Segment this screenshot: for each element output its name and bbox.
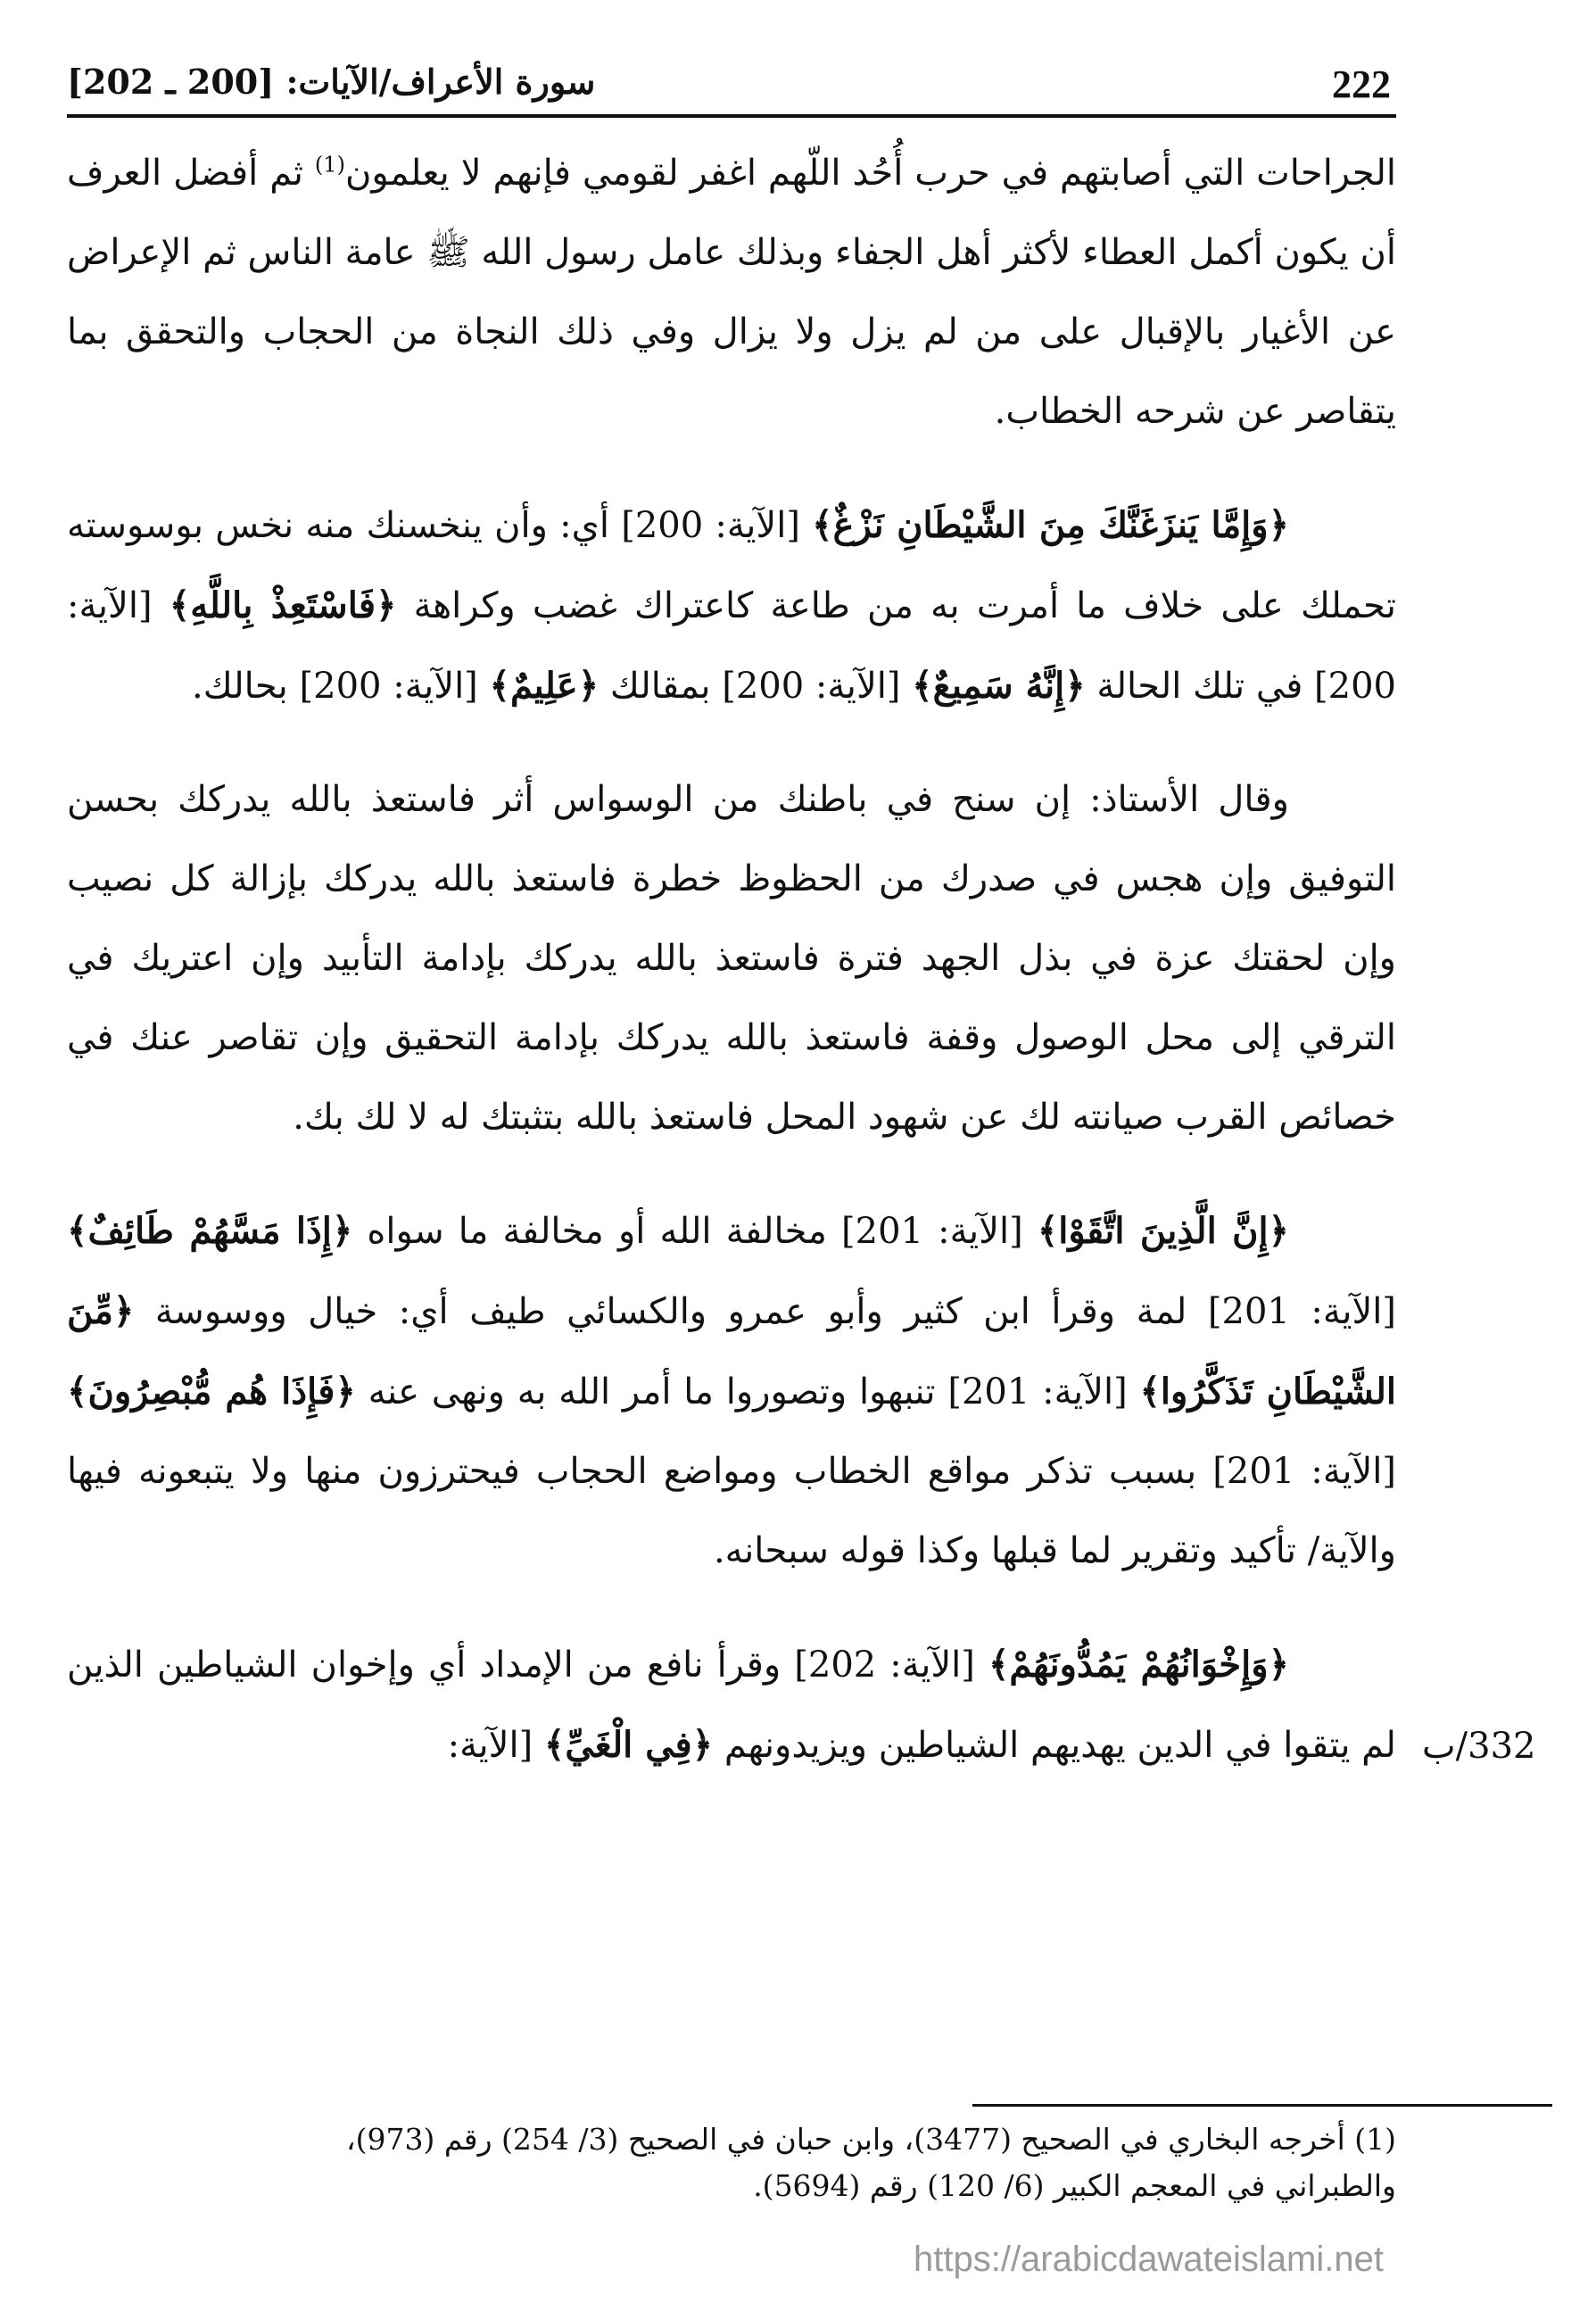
watermark-url: https://arabicdawateislami.net [914,2240,1384,2279]
paragraph-5 [67,1625,1396,1785]
quran-quote: ﴿وَإِخْوَانُهُمْ يَمُدُّونَهُمْ﴾ [988,1644,1290,1686]
footnotes [67,2116,1396,2209]
paragraph-3 [67,760,1396,1157]
paragraph-1 [67,134,1396,451]
paragraph-text: [الآية: [447,1725,544,1766]
paragraph-text: الجراحات التي أصابتهم في حرب أُحُد اللّهم اغفر لقومي فإنهم لا يعلمون [344,153,1396,194]
quran-quote: ﴿فَاسْتَعِذْ بِاللَّهِ﴾ [169,584,397,626]
paragraph-text: [الآية: 200] بمقالك [599,666,913,707]
paragraph-text: [الآية: 201] بسبب تذكر مواقع الخطاب ومواضع الحجاب فيحترزون منها ولا يتبعونه فيها والآية/ تأكيد وتقرير لما قبلها وكذا قوله سبحانه. [67,1451,1396,1571]
page-number: 222 [1332,62,1391,106]
footnote-line: (1) أخرجه البخاري في الصحيح (3477)، وابن حبان في الصحيح (3/ 254) رقم (973)، [345,2122,1396,2157]
paragraph-text: [الآية: 202] وقرأ نافع من الإمداد أي وإخوان الشياطين الذين لم يتقوا في الدين يهديهم الشياطين ويزيدونهم [67,1644,1396,1766]
paragraph-text: [الآية: 201] مخالفة الله أو مخالفة ما سواه [352,1211,1038,1252]
manuscript-folio-marker: 332/ب [1422,1726,1536,1767]
paragraph-2 [67,485,1396,726]
paragraph-text: ثم أفضل العرف أن يكون أكمل العطاء لأكثر أهل الجفاء وبذلك عامل رسول الله ﷺ عامة الناس ثم الإعراض عن الأغيار بالإقبال على من لم يزل ولا يزال وفي ذلك النجاة من الحجاب والتحقق بما يتقاصر عن شرحه الخطاب. [67,153,1397,432]
footnote-reference: (1) [314,152,345,178]
paragraph-text: [الآية: 200] بحالك. [192,666,490,707]
quran-quote: ﴿عَلِيمٌ﴾ [489,665,600,707]
footnote-line: والطبراني في المعجم الكبير (6/ 120) رقم (5694). [753,2168,1396,2203]
quran-quote: ﴿إِنَّهُ سَمِيعٌ﴾ [912,665,1086,707]
quran-quote: ﴿إِنَّ الَّذِينَ اتَّقَوْا﴾ [1037,1210,1289,1252]
paragraph-text: [الآية: 201] لمة وقرأ ابن كثير وأبو عمرو والكسائي طيف أي: خيال ووسوسة [134,1291,1396,1332]
quran-quote: ﴿فَإِذَا هُم مُّبْصِرُونَ﴾ [67,1371,356,1412]
running-title: سورة الأعراف/الآيات: [200 ـ 202] [67,62,596,102]
header-rule [67,114,1396,118]
paragraph-text: [الآية: 200] أي: وأن ينخسنك منه نخس بوسوسته تحملك على خلاف ما أمرت به من طاعة كاعتراك غضب وكراهة [67,505,1396,626]
main-text [67,134,1396,1819]
paragraph-4 [67,1191,1396,1591]
running-header [67,49,1396,120]
quran-quote: ﴿وَإِمَّا يَنزَغَنَّكَ مِنَ الشَّيْطَانِ نَزْغٌ﴾ [812,504,1290,546]
paragraph-text: [الآية: 201] تنبهوا وتصوروا ما أمر الله به ونهى عنه [355,1371,1140,1412]
quran-quote: ﴿فِي الْغَيِّ﴾ [543,1724,714,1766]
quran-quote: ﴿إِذَا مَسَّهُمْ طَائِفٌ﴾ [67,1210,353,1252]
footnote-rule [972,2104,1552,2107]
quran-quote: ﴿مِّنَ الشَّيْطَانِ تَذَكَّرُوا﴾ [67,1290,1397,1412]
paragraph-text: [الآية: 200] في تلك الحالة [67,585,1396,707]
paragraph-text: وقال الأستاذ: إن سنح في باطنك من الوسواس أثر فاستعذ بالله يدركك بحسن التوفيق وإن هجس في صدرك من الحظوظ خطرة فاستعذ بالله يدركك بإزالة كل نصيب وإن لحقتك عزة في بذل الجهد فترة فاستعذ بالله يدركك بإدامة التأبيد وإن اعتريك في الترقي إلى محل الوصول وقفة فاستعذ بالله يدركك بإدامة التحقيق وإن تقاصر عنك في خصائص القرب صيانته لك عن شهود المحل فاستعذ بالله بتثبتك له لا لك بك. [67,779,1397,1138]
